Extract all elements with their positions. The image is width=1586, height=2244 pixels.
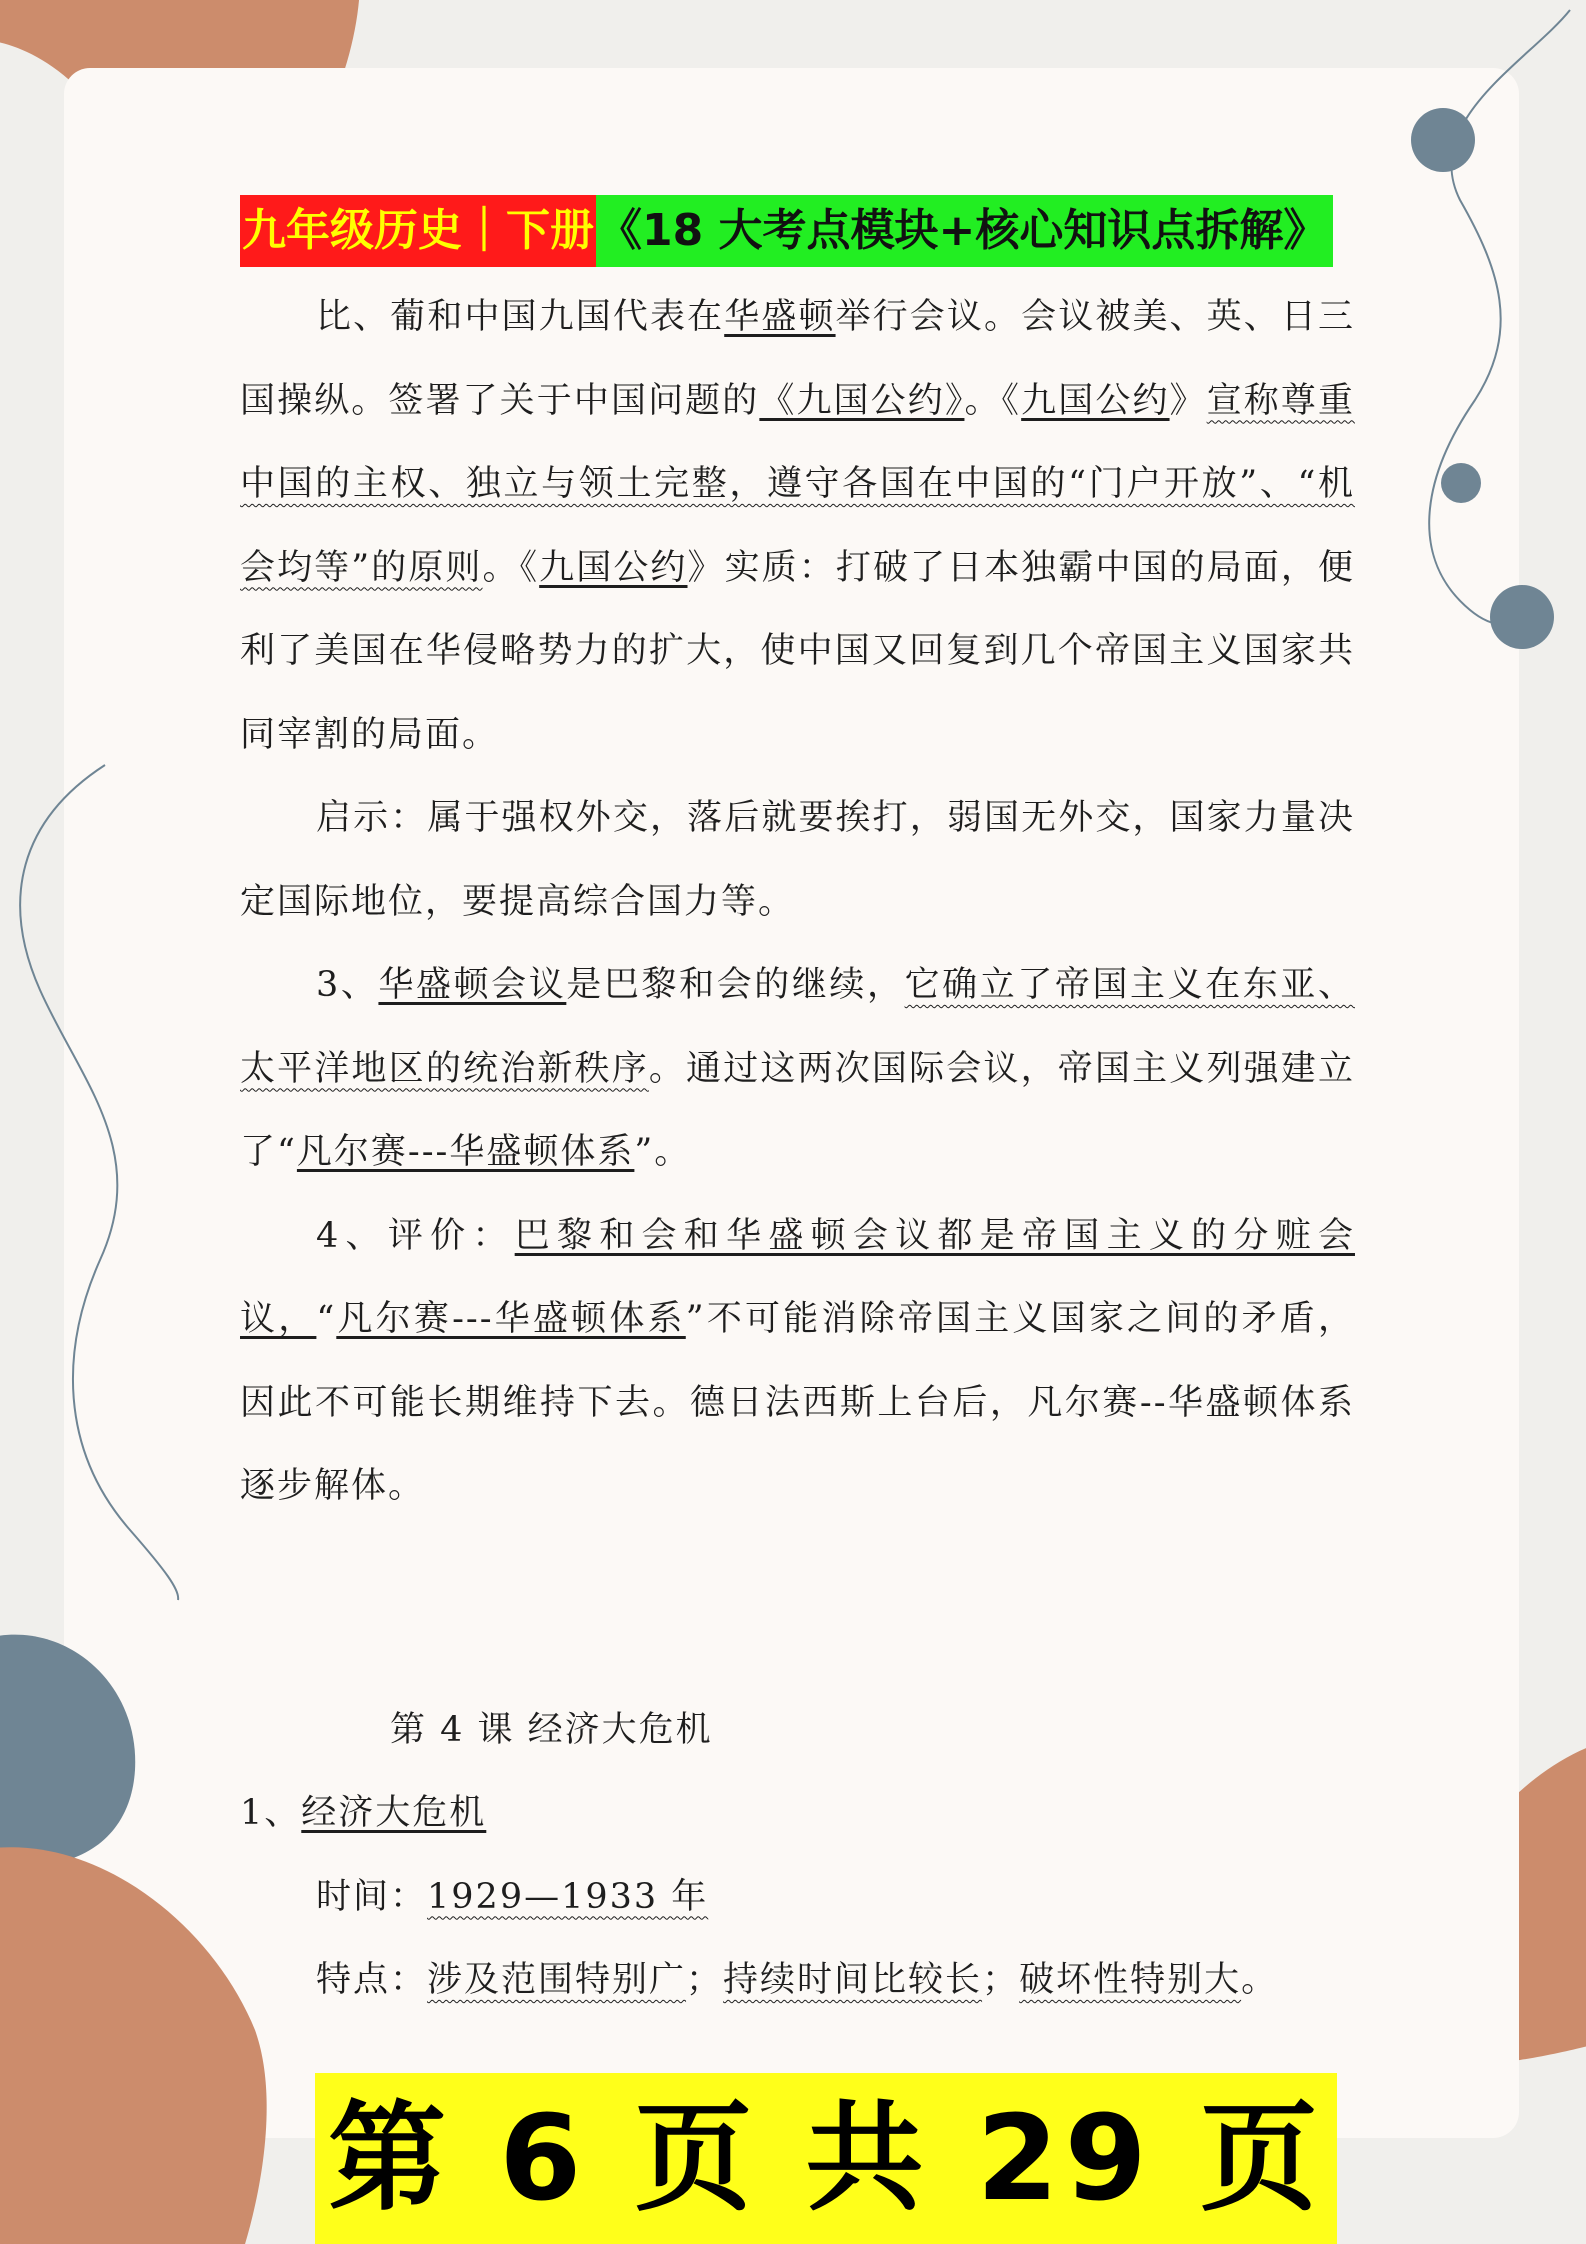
text-run: 。《 xyxy=(482,547,540,588)
underlined-term: 凡尔赛---华盛顿体系 xyxy=(336,1299,686,1339)
time-value: 1929—1933 年 xyxy=(427,1876,709,1917)
text-run: 。通过这两次国际会议，帝国主义列强建立了“ xyxy=(240,1048,1355,1172)
paragraph-washington-treaty xyxy=(240,276,1355,777)
time-label: 时间： xyxy=(316,1876,428,1917)
underlined-term: 华盛顿 xyxy=(724,297,836,337)
crisis-features-line xyxy=(240,1939,1355,2023)
separator: ； xyxy=(982,1960,1020,2000)
underlined-term: 九国公约 xyxy=(1021,380,1170,421)
text-run: 》实质：打破了日本独霸中国的局面，便利了美国在华侵略势力的扩大，使中国又回复到几个帝国主义国家共同宰割的局面。 xyxy=(240,547,1355,755)
wavy-underlined-text: 宣称尊重中国的主权、独立与领土完整，遵守各国在中国的“门户开放”、“机会均等”的原则 xyxy=(240,380,1355,588)
text-run: 。《 xyxy=(964,380,1022,421)
page-counter: 第 6 页 共 29 页 xyxy=(315,2073,1337,2244)
underlined-term: 《九国公约》 xyxy=(759,380,965,421)
header-title-label: 《18 大考点模块+核心知识点拆解》 xyxy=(596,195,1333,267)
section-heading: 经济大危机 xyxy=(301,1793,487,1833)
text-run: 3、 xyxy=(316,965,379,1005)
underlined-term: 华盛顿会议 xyxy=(378,965,567,1005)
section-economic-crisis xyxy=(240,1772,1355,1856)
text-run: ”。 xyxy=(634,1132,692,1172)
text-run: ”不可能消除帝国主义国家之间的矛盾，因此不可能长期维持下去。德日法西斯上台后，凡尔赛--华盛顿体系逐步解体。 xyxy=(240,1299,1355,1506)
header-grade-label: 九年级历史｜下册 xyxy=(240,195,596,267)
separator: ； xyxy=(686,1960,724,2000)
feature-item: 持续时间比较长 xyxy=(723,1960,983,2000)
text-run: 》 xyxy=(1169,380,1207,421)
paragraph-evaluation xyxy=(240,1195,1355,1529)
crisis-time-line xyxy=(240,1856,1355,1940)
text-run: “ xyxy=(316,1299,337,1339)
feature-item: 涉及范围特别广 xyxy=(427,1960,687,2000)
text-run: 4、评价： xyxy=(316,1215,515,1256)
underlined-term: 凡尔赛---华盛顿体系 xyxy=(296,1132,635,1172)
period: 。 xyxy=(1241,1960,1279,2000)
feature-item: 破坏性特别大 xyxy=(1019,1960,1242,2000)
text-run: 举行会议。会议被美、英、日三国操纵。签署了关于中国问题的 xyxy=(240,297,1355,421)
document-body xyxy=(240,276,1355,2023)
spacer xyxy=(240,1529,1355,1689)
features-label: 特点： xyxy=(316,1960,428,2000)
lesson-title: 第 4 课 经济大危机 xyxy=(390,1709,713,1750)
section-number: 1、 xyxy=(240,1793,302,1833)
wavy-underlined-text: 它确立了帝国主义在东亚、太平洋地区的统治新秩序 xyxy=(240,965,1355,1089)
underlined-text: 巴黎和会和华盛顿会议都是帝国主义的分赃会议， xyxy=(240,1215,1355,1339)
text-run: 比、葡和中国九国代表在 xyxy=(316,297,725,337)
paragraph-washington-conference xyxy=(240,944,1355,1195)
document-header xyxy=(240,195,1333,267)
paragraph-lesson-insight: 启示：属于强权外交，落后就要挨打，弱国无外交，国家力量决定国际地位，要提高综合国力等。 xyxy=(240,798,1355,922)
underlined-term: 九国公约 xyxy=(539,547,688,588)
text-run: 是巴黎和会的继续， xyxy=(566,965,905,1005)
